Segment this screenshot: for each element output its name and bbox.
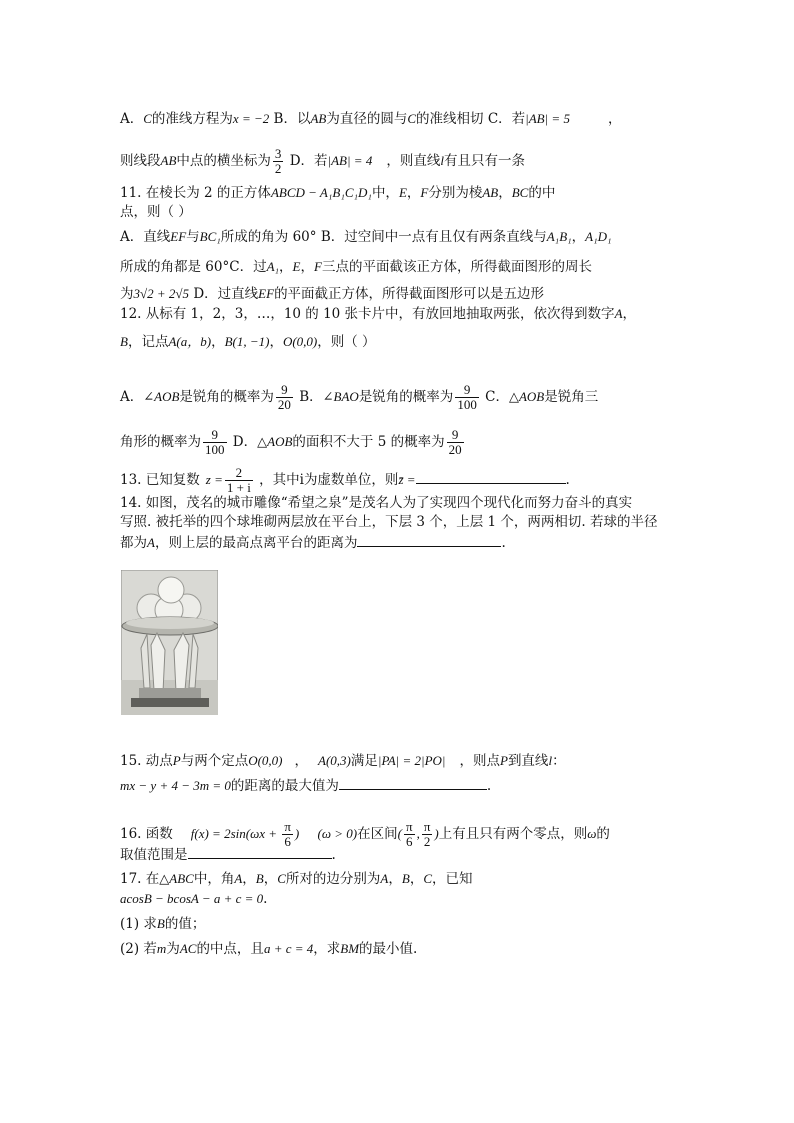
q14-line-1: 14. 如图，茂名的城市雕像“希望之泉”是茂名人为了实现四个现代化而努力奋斗的真实 (120, 495, 633, 511)
fraction-9-100: $\frac{9}{100}$ (205, 427, 225, 457)
sculpture-photo (121, 570, 218, 715)
answer-blank (357, 534, 501, 547)
fraction-pi-6: $\frac{\pi}{6}$ (284, 819, 291, 849)
q17-line-4: (2) 若m为AC的中点，且a + c = 4，求BM的最小值. (120, 941, 418, 957)
fraction-2-over-1-plus-i: $\frac{2}{1 + i}$ (226, 465, 251, 495)
fraction-pi-2: $\frac{\pi}{2}$ (423, 819, 431, 849)
q15-line-1: 15. 动点P与两个定点O(0,0) ， A(0,3)满足|PA| = 2|PO| ，则点P到直线l： (120, 753, 566, 769)
fraction-pi-6: $\frac{\pi}{6}$ (405, 819, 413, 849)
fraction-9-20: $\frac{9}{20}$ (448, 427, 462, 457)
q14-line-2: 写照. 被托举的四个球堆砌两层放在平台上，下层 3 个，上层 1 个，两两相切. 若球的半径 (120, 514, 658, 530)
q17-line-2: acosB − bcosA − a + c = 0. (120, 891, 268, 907)
q16-line-1: 16. 函数 f(x) = 2sin(ωx + $\frac{\pi}{6}$ ) (ω > 0)在区间( $\frac{\pi}{6}$ , $\frac{\pi}{2}$ )上有且只有两个零点，则ω的 (120, 819, 610, 849)
q14-line-3: 都为A，则上层的最高点离平台的距离为 . (120, 535, 506, 551)
q12-line-3: A．∠AOB是锐角的概率为 $\frac{9}{20}$ B．∠BAO是锐角的概率为 $\frac{9}{100}$ C．△AOB是锐角三 (120, 382, 599, 412)
q11-line-2: 点，则（ ） (120, 204, 192, 220)
fraction-9-100: $\frac{9}{100}$ (457, 382, 477, 412)
q12-line-2: B，记点A(a，b)，B(1, −1)，O(0,0)，则（ ） (120, 334, 376, 350)
q12-line-4: 角形的概率为 $\frac{9}{100}$ D．△AOB的面积不大于 5 的概率为 $\frac{9}{20}$ (120, 427, 462, 457)
q11-line-5: 为3√2 + 2√5 D．过直线EF的平面截正方体，所得截面图形可以是五边形 (120, 286, 545, 302)
q11-line-4: 所成的角都是 60°C．过A₁，E，F三点的平面截该正方体，所得截面图形的周长 (120, 259, 592, 275)
q17-line-1: 17. 在△ABC中，角A，B，C所对的边分别为A，B，C，已知 (120, 871, 473, 887)
answer-blank (188, 846, 332, 859)
q16-line-2: 取值范围是 . (120, 847, 336, 863)
q13-line: 13. 已知复数 z = $\frac{2}{1 + i}$ ，其中i为虚数单位，则z̄ = . (120, 465, 570, 495)
q10-line-1: A．C的准线方程为x = −2 B．以AB为直径的圆与C的准线相切 C．若|AB| = 5 ， (120, 111, 622, 127)
q11-line-1: 11. 在棱长为 2 的正方体ABCD − A₁B₁C₁D₁中，E，F分别为棱AB，BC的中 (120, 185, 556, 201)
answer-blank (416, 471, 566, 484)
fraction-9-20: $\frac{9}{20}$ (277, 382, 291, 412)
q17-line-3: (1) 求B的值； (120, 916, 206, 932)
fraction-3-2: $\frac{3}{2}$ (274, 146, 282, 176)
answer-blank (339, 777, 487, 790)
q12-line-1: 12. 从标有 1，2，3，…，10 的 10 张卡片中，有放回地抽取两张，依次得到数字A， (120, 306, 637, 322)
q11-line-3: A．直线EF与BC₁所成的角为 60° B．过空间中一点有且仅有两条直线与A₁B₁，A₁D₁ (120, 229, 612, 245)
q10-line-2: 则线段AB中点的横坐标为 $\frac{3}{2}$ D．若|AB| = 4 ，则直线l有且只有一条 (120, 146, 525, 176)
q15-line-2: mx − y + 4 − 3m = 0的距离的最大值为 . (120, 778, 492, 794)
